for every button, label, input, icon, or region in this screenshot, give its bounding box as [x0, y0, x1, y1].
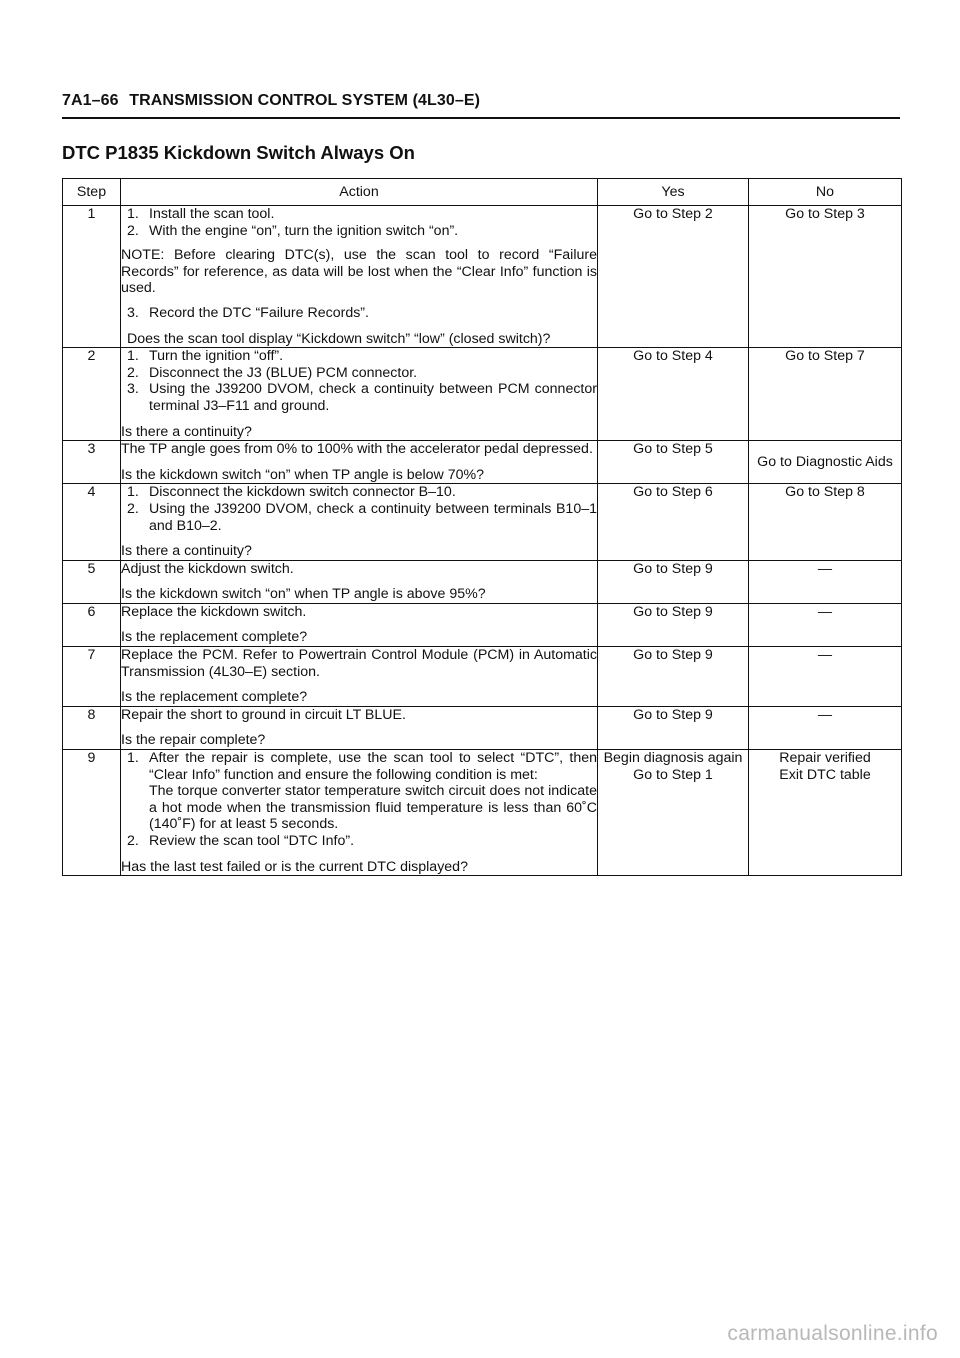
no-result: Repair verified Exit DTC table [749, 750, 902, 876]
action-text: Repair the short to ground in circuit LT BLUE. [121, 706, 406, 723]
action-list-item [121, 484, 597, 501]
no-result: — [749, 706, 902, 749]
step-number: 5 [63, 560, 121, 603]
action-cell [121, 441, 598, 484]
action-list-item [121, 501, 597, 534]
list-number: 2. [127, 833, 139, 849]
table-row [63, 706, 902, 749]
column-header-step: Step [63, 179, 121, 206]
list-number: 2. [127, 364, 139, 381]
list-number: 1. [127, 206, 139, 222]
dtc-title: DTC P1835 Kickdown Switch Always On [62, 142, 415, 163]
list-number: 2. [127, 222, 139, 239]
no-result: — [749, 647, 902, 707]
action-list-item [121, 206, 597, 223]
action-list-item [121, 348, 597, 365]
yes-result: Go to Step 9 [598, 647, 749, 707]
yes-result: Go to Step 9 [598, 560, 749, 603]
action-text: Adjust the kickdown switch. [121, 560, 294, 577]
action-cell [121, 348, 598, 441]
action-cell [121, 560, 598, 603]
table-row [63, 603, 902, 646]
yes-result: Go to Step 5 [598, 441, 749, 484]
no-result: Go to Step 8 [749, 484, 902, 560]
step-number: 9 [63, 750, 121, 876]
yes-result: Go to Step 4 [598, 348, 749, 441]
column-header-yes: Yes [598, 179, 749, 206]
yes-result: Begin diagnosis again Go to Step 1 [598, 750, 749, 876]
list-text: Turn the ignition “off”. [149, 348, 284, 365]
yes-result: Go to Step 9 [598, 603, 749, 646]
action-cell [121, 750, 598, 876]
page-header [62, 92, 900, 119]
step-number: 3 [63, 441, 121, 484]
step-number: 2 [63, 348, 121, 441]
table-row [63, 647, 902, 707]
no-result: Go to Step 7 [749, 348, 902, 441]
action-cell [121, 647, 598, 707]
no-result: — [749, 603, 902, 646]
list-text: With the engine “on”, turn the ignition switch “on”. [149, 222, 459, 239]
no-result: — [749, 560, 902, 603]
list-number: 1. [127, 750, 139, 767]
action-text: Replace the PCM. Refer to Powertrain Control Module (PCM) in Automatic Transmission (4L30–E) section. [121, 647, 597, 680]
column-header-no: No [749, 179, 902, 206]
action-list-item [121, 223, 597, 240]
step-number: 7 [63, 647, 121, 707]
diagnostic-table [62, 178, 902, 876]
list-text: Record the DTC “Failure Records”. [149, 304, 369, 321]
yes-result: Go to Step 9 [598, 706, 749, 749]
action-cell [121, 484, 598, 560]
list-number: 2. [127, 500, 139, 517]
action-list-item [121, 750, 597, 833]
step-number: 4 [63, 484, 121, 560]
table-row [63, 560, 902, 603]
table-row [63, 206, 902, 348]
action-list-item [121, 381, 597, 414]
question-text: Is the replacement complete? [121, 689, 308, 706]
action-cell [121, 603, 598, 646]
question-text: Is there a continuity? [121, 543, 252, 560]
list-number: 3. [127, 304, 139, 321]
table-header-row [63, 179, 902, 206]
yes-result: Go to Step 6 [598, 484, 749, 560]
list-text: Disconnect the kickdown switch connector B–10. [149, 484, 456, 501]
list-number: 3. [127, 381, 139, 398]
list-text: Install the scan tool. [149, 206, 275, 222]
list-text: After the repair is complete, use the scan tool to select “DTC”, then “Clear Info” function and ensure the following condition is met: The torque converter stator temperature switch circuit does not indicate a hot mode when the transmission fluid temperature is less than 60˚C (140˚F) for at least 5 seconds. [149, 750, 597, 833]
yes-result: Go to Step 2 [598, 206, 749, 348]
no-result: Go to Step 3 [749, 206, 902, 348]
section-title: TRANSMISSION CONTROL SYSTEM (4L30–E) [129, 92, 481, 109]
table-row [63, 484, 902, 560]
question-text: Is the kickdown switch “on” when TP angle is below 70%? [121, 466, 485, 483]
watermark-text: carmanualsonline.info [727, 1322, 938, 1345]
table-row [63, 348, 902, 441]
question-text: Is the kickdown switch “on” when TP angle is above 95%? [121, 586, 486, 603]
question-text: Does the scan tool display “Kickdown switch” “low” (closed switch)? [127, 330, 551, 347]
list-text: Using the J39200 DVOM, check a continuity between terminals B10–1 and B10–2. [149, 500, 597, 534]
step-number: 6 [63, 603, 121, 646]
page-code: 7A1–66 [62, 92, 119, 109]
action-cell [121, 706, 598, 749]
list-text: Disconnect the J3 (BLUE) PCM connector. [149, 364, 418, 381]
column-header-action: Action [121, 179, 598, 206]
no-result: Go to Diagnostic Aids [749, 441, 902, 484]
action-text: Replace the kickdown switch. [121, 603, 307, 620]
list-text: Using the J39200 DVOM, check a continuity between PCM connector terminal J3–F11 and ground. [149, 381, 597, 414]
list-text: Review the scan tool “DTC Info”. [149, 833, 355, 849]
table-row [63, 750, 902, 876]
step-number: 8 [63, 706, 121, 749]
action-text: The TP angle goes from 0% to 100% with the accelerator pedal depressed. [121, 441, 593, 458]
action-list-item [121, 305, 597, 322]
action-list-item [121, 833, 597, 850]
question-text: Is the replacement complete? [121, 629, 308, 646]
action-list-item [121, 365, 597, 382]
list-number: 1. [127, 348, 139, 365]
action-cell [121, 206, 598, 348]
question-text: Is there a continuity? [121, 423, 252, 440]
table-row [63, 441, 902, 484]
question-text: Is the repair complete? [121, 732, 266, 749]
question-text: Has the last test failed or is the current DTC displayed? [121, 858, 468, 875]
list-number: 1. [127, 484, 139, 501]
note-text: NOTE: Before clearing DTC(s), use the scan tool to record “Failure Records” for reference, as data will be lost when the “Clear Info” function is used. [121, 247, 597, 297]
step-number: 1 [63, 206, 121, 348]
